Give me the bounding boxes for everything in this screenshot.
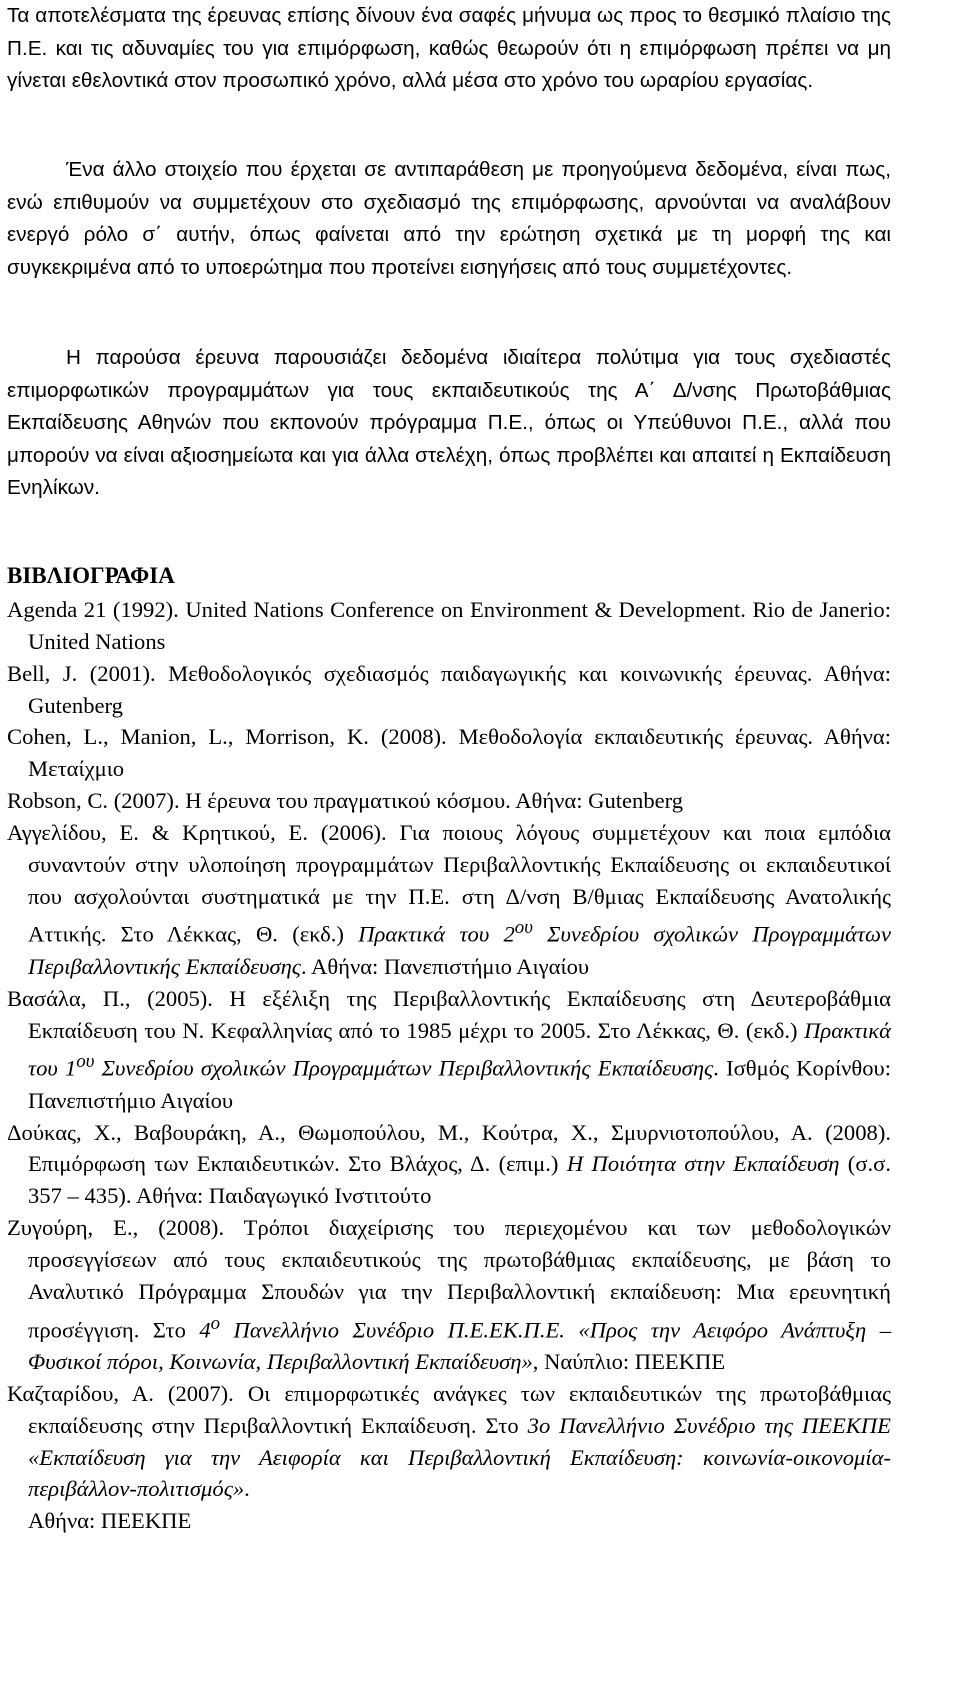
- ref-publisher: (σ.σ. 357 – 435). Αθήνα: Παιδαγωγικό Ινστιτούτο: [28, 1151, 891, 1209]
- ref-superscript: ου: [514, 917, 533, 939]
- ref-punct: .: [244, 1476, 250, 1502]
- bibliography-entry: [7, 785, 891, 817]
- ref-title: Συνεδρίου σχολικών Προγραμμάτων Περιβαλλοντικής Εκπαίδευσης: [94, 1055, 714, 1081]
- bibliography-entry: [7, 983, 891, 1117]
- paragraph: Η παρούσα έρευνα παρουσιάζει δεδομένα ιδιαίτερα πολύτιμα για τους σχεδιαστές επιμορφωτικών προγραμμάτων για τους εκπαιδευτικούς της Α΄ Δ/νσης Πρωτοβάθμιας Εκπαίδευσης Αθηνών που εκπονούν πρόγραμμα Π.Ε., όπως οι Υπεύθυνοι Π.Ε., αλλά που μπορούν να είναι αξιοσημείωτα και για άλλα στελέχη, όπως προβλέπει και απαιτεί η Εκπαίδευση Ενηλίκων.: [7, 346, 891, 500]
- ref-text: Agenda 21 (1992). United Nations Conference on Environment & Development. Rio de Janerio: United Nations: [7, 597, 891, 654]
- ref-title: Η Ποιότητα στην Εκπαίδευση: [566, 1151, 840, 1177]
- bibliography-entry: [7, 658, 891, 722]
- ref-title: Πρακτικά του 1: [28, 1017, 891, 1081]
- ref-text: Robson, C. (2007). Η έρευνα του πραγματικού κόσμου. Αθήνα: Gutenberg: [7, 788, 684, 814]
- bibliography-entry: [7, 721, 891, 785]
- ref-text: Bell, J. (2001). Μεθοδολογικός σχεδιασμός παιδαγωγικής και κοινωνικής έρευνας. Αθήνα: Gutenberg: [7, 660, 891, 718]
- ref-publisher: Αθήνα: ΠΕΕΚΠΕ: [28, 1508, 192, 1534]
- paragraph: Ένα άλλο στοιχείο που έρχεται σε αντιπαράθεση με προηγούμενα δεδομένα, είναι πως, ενώ επιθυμούν να συμμετέχουν στο σχεδιασμό της επιμόρφωσης, αρνούνται να αναλάβουν ενεργό ρόλο σ΄ αυτήν, όπως φαίνεται από την ερώτηση σχετικά με τη μορφή της και συγκεκριμένα από το υποερώτημα που προτείνει εισηγήσεις από τους συμμετέχοντες.: [7, 158, 891, 279]
- ref-title: Πανελλήνιο Συνέδριο Π.Ε.ΕΚ.Π.Ε. «Προς την Αειφόρο Ανάπτυξη – Φυσικοί πόροι, Κοινωνία, Περιβαλλοντική Εκπαίδευση»: [28, 1317, 891, 1374]
- ref-title: 3ο Πανελλήνιο Συνέδριο της ΠΕΕΚΠΕ «Εκπαίδευση για την Αειφορία και Περιβαλλοντική Εκπαίδευση: κοινωνία-οικονομία-περιβάλλον-πολιτισμός»: [28, 1412, 891, 1502]
- paragraph: Τα αποτελέσματα της έρευνας επίσης δίνουν ένα σαφές μήνυμα ως προς το θεσμικό πλαίσιο της Π.Ε. και τις αδυναμίες του για επιμόρφωση, καθώς θεωρούν ότι η επιμόρφωση πρέπει να μη γίνεται εθελοντικά στον προσωπικό χρόνο, αλλά μέσα στο χρόνο του ωραρίου εργασίας.: [7, 4, 891, 93]
- ref-text: Ζυγούρη, Ε., (2008). Τρόποι διαχείρισης του περιεχομένου και των μεθοδολογικών προσεγγίσεων από τους εκπαιδευτικούς της πρωτοβάθμιας εκπαίδευσης, με βάση το Αναλυτικό Πρόγραμμα Σπουδών για την Περιβαλλοντική εκπαίδευση: Μια ερευνητική προσέγγιση. Στο: [7, 1215, 891, 1343]
- bibliography-entry: [7, 594, 891, 658]
- ref-title: 4: [199, 1317, 211, 1343]
- bibliography-entry: [7, 1117, 891, 1213]
- bibliography-heading: ΒΙΒΛΙΟΓΡΑΦΙΑ: [7, 563, 175, 588]
- ref-text: Αγγελίδου, Ε. & Κρητικού, Ε. (2006). Για ποιους λόγους συμμετέχουν και ποια εμπόδια συναντούν στην υλοποίηση προγραμμάτων Περιβαλλοντικής Εκπαίδευσης οι εκπαιδευτικοί που ασχολούνται συστηματικά με την Π.Ε. στη Δ/νση Β/θμιας Εκπαίδευσης Ανατολικής Αττικής. Στο Λέκκας, Θ. (εκδ.): [7, 819, 891, 947]
- ref-publisher: . Αθήνα: Πανεπιστήμιο Αιγαίου: [300, 953, 590, 979]
- ref-superscript: ου: [76, 1051, 95, 1073]
- bibliography-entry: [7, 1212, 891, 1378]
- bibliography-entry: [7, 817, 891, 983]
- ref-title: Συνεδρίου σχολικών Προγραμμάτων Περιβαλλοντικής Εκπαίδευσης: [28, 921, 891, 979]
- bibliography-list: [7, 594, 891, 1537]
- ref-text: Καζταρίδου, Α. (2007). Οι επιμορφωτικές ανάγκες των εκπαιδευτικών της πρωτοβάθμιας εκπαίδευσης στην Περιβαλλοντική Εκπαίδευση. Στο: [7, 1380, 891, 1438]
- ref-title: Πρακτικά του 2: [358, 921, 515, 947]
- ref-superscript: ο: [210, 1312, 221, 1334]
- ref-publisher: . Ισθμός Κορίνθου: Πανεπιστήμιο Αιγαίου: [28, 1055, 891, 1113]
- ref-text: Βασάλα, Π., (2005). Η εξέλιξη της Περιβαλλοντικής Εκπαίδευσης στη Δευτεροβάθμια Εκπαίδευση του Ν. Κεφαλληνίας από το 1985 μέχρι το 2005. Στο Λέκκας, Θ. (εκδ.): [7, 985, 891, 1043]
- ref-publisher: , Ναύπλιο: ΠΕΕΚΠΕ: [532, 1349, 726, 1374]
- bibliography-entry: [7, 1378, 891, 1537]
- ref-text: Cohen, L., Manion, L., Morrison, K. (2008). Μεθοδολογία εκπαιδευτικής έρευνας. Αθήνα: Μεταίχμιο: [7, 724, 891, 782]
- ref-text: Δούκας, Χ., Βαβουράκη, Α., Θωμοπούλου, Μ., Κούτρα, Χ., Σμυρνιοτοπούλου, Α. (2008). Επιμόρφωση των Εκπαιδευτικών. Στο Βλάχος, Δ. (επιμ.): [7, 1119, 891, 1177]
